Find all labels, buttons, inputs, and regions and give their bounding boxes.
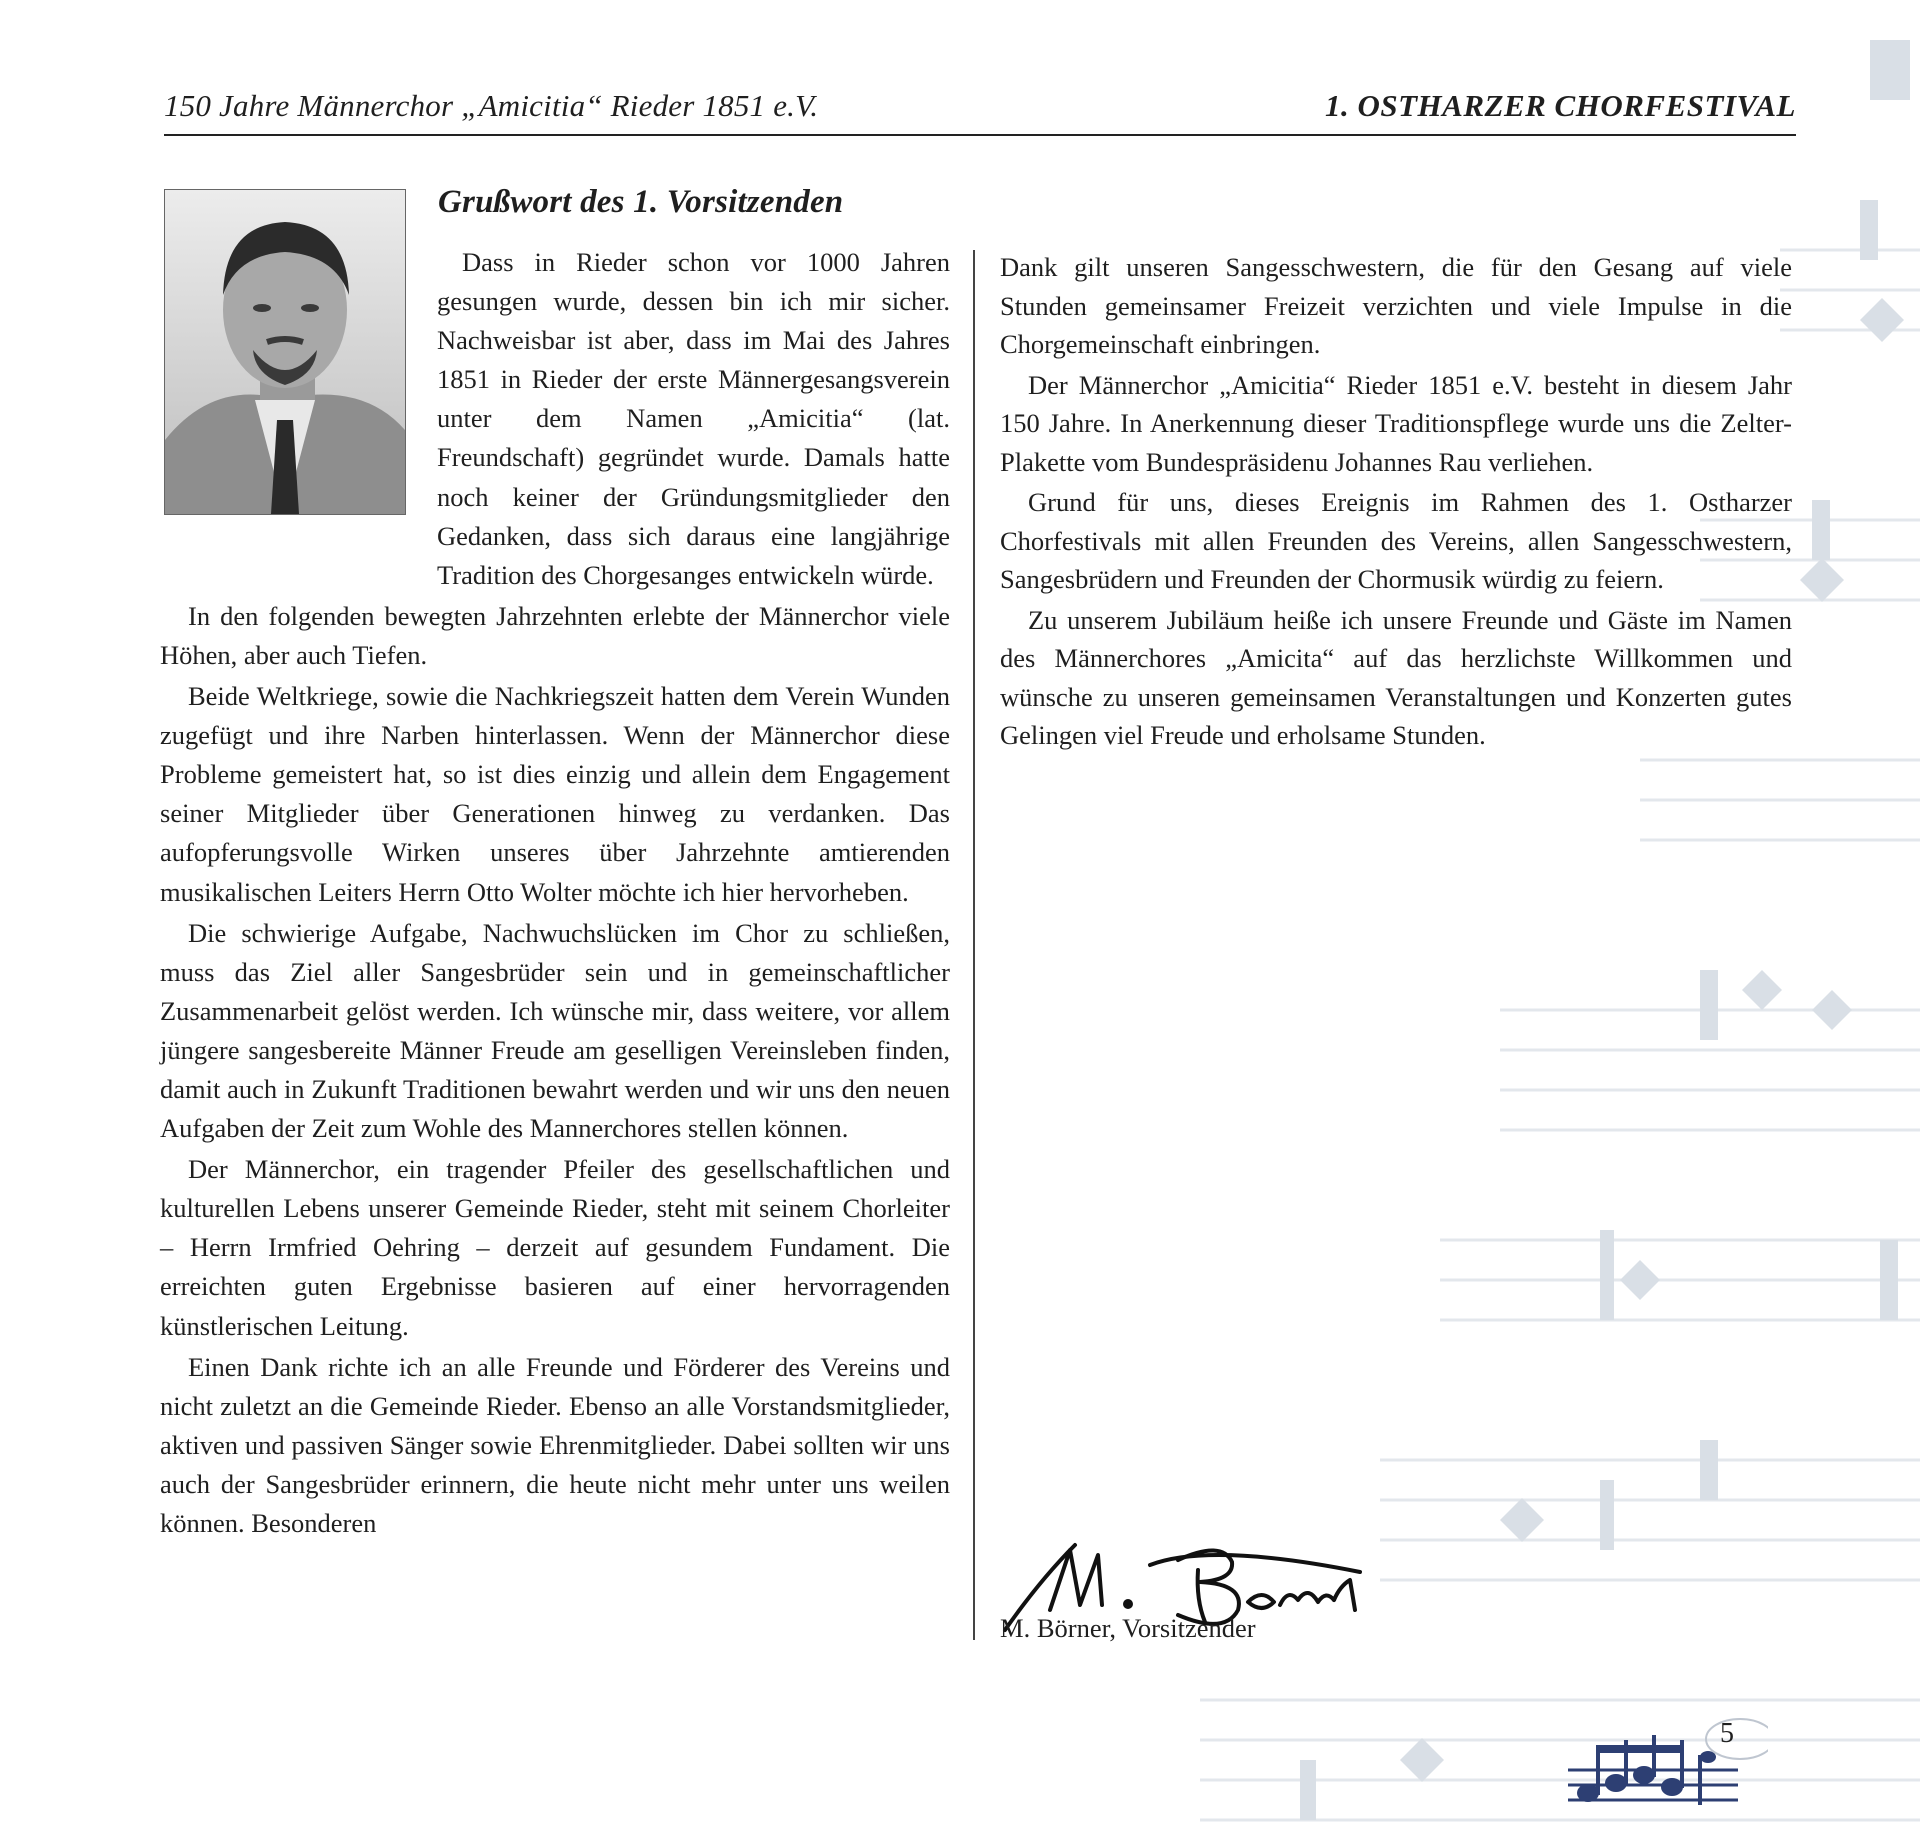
page-title: Grußwort des 1. Vorsitzenden <box>438 184 844 220</box>
paragraph: Die schwierige Aufgabe, Nachwuchslücken im Chor zu schließen, muss das Ziel aller Sangesbrüder sein und in gemeinschaftlicher Zusammenarbeit gelöst werden. Ich wünsche mir, dass weitere, vor allem jüngere sangesbereite Männer Freude am geselligen Vereinsleben finden, damit auch in Zukunft Traditionen bewahrt werden und wir uns den neuen Aufgaben der Zeit zum Wohle des Mannerchores stellen können. <box>160 917 950 1144</box>
page-header <box>164 84 1796 136</box>
right-text-column <box>1000 248 1792 757</box>
paragraph: Dank gilt unseren Sangesschwestern, die für den Gesang auf viele Stunden gemeinsamer Freizeit verzichten und viele Impulse in die Chorgemeinschaft einbringen. <box>1000 252 1792 359</box>
paragraph: Grund für uns, dieses Ereignis im Rahmen des 1. Ostharzer Chorfestivals mit allen Freunden des Vereins, allen Sangesschwestern, Sangesbrüdern und Freunden der Chormusik würdig zu feiern. <box>1000 487 1792 594</box>
paragraph: Der Männerchor „Amicitia“ Rieder 1851 e.V. besteht in diesem Jahr 150 Jahre. In Anerkennung dieser Traditionspflege wurde uns die Zelter-Plakette vom Bundespräsidenu Johannes Rau verliehen. <box>1000 369 1792 477</box>
header-publication-title: 150 Jahre Männerchor „Amicitia“ Rieder 1851 e.V. <box>164 88 819 123</box>
signature-caption: M. Börner, Vorsitzender <box>1000 1613 1256 1643</box>
paragraph: Zu unserem Jubiläum heiße ich unsere Freunde und Gäste im Namen des Männerchores „Amicita“ auf das herzlichste Willkommen und wünsche zu unseren gemeinsamen Veranstaltungen und Konzerten gutes Gelingen viel Freude und erholsame Stunden. <box>1000 604 1792 750</box>
left-text-column <box>160 243 950 1545</box>
paragraph: Beide Weltkriege, sowie die Nachkriegszeit hatten dem Verein Wunden zugefügt und ihre Narben hinterlassen. Wenn der Männerchor diese Probleme gemeistert hat, so ist dies einzig und allein dem Engagement seiner Mitglieder über Generationen hinweg zu verdanken. Das aufopferungsvolle Wirken unseres über Jahrzehnte amtierenden musikalischen Leiters Herrn Otto Wolter möchte ich hier hervorheben. <box>160 681 950 907</box>
paragraph: Der Männerchor, ein tragender Pfeiler des gesellschaftlichen und kulturellen Lebens unserer Gemeinde Rieder, steht mit seinem Chorleiter – Herrn Irmfried Oehring – derzeit auf gesundem Fundament. Die erreichten guten Ergebnisse basieren auf einer hervorragenden künstlerischen Leitung. <box>160 1154 950 1341</box>
paragraph: Einen Dank richte ich an alle Freunde und Förderer des Vereins und nicht zuletzt an die Gemeinde Rieder. Ebenso an alle Vorstandsmitglieder, aktiven und passiven Sänger sowie Ehrenmitglieder. Dabei sollten wir uns auch der Sangesbrüder erinnern, die heute nicht mehr unter uns weilen können. Besonderen <box>160 1351 950 1538</box>
column-divider <box>973 250 975 1640</box>
paragraph: Dass in Rieder schon vor 1000 Jahren gesungen wurde, dessen bin ich mir sicher. Nachweisbar ist aber, dass im Mai des Jahres 1851 in Rieder der erste Männergesangsverein unter dem Namen „Amicitia“ (lat. Freundschaft) gegründet wurde. Damals hatte noch keiner der Gründungsmitglieder den Gedanken, dass sich daraus eine langjährige Tradition des Chorgesanges entwickeln würde. <box>437 247 950 590</box>
music-notes-logo <box>1568 1715 1768 1825</box>
paragraph: In den folgenden bewegten Jahrzehnten erlebte der Männerchor viele Höhen, aber auch Tiefen. <box>160 600 950 670</box>
header-section-title: 1. OSTHARZER CHORFESTIVAL <box>1324 88 1796 123</box>
page-number: 5 <box>1720 1718 1734 1749</box>
